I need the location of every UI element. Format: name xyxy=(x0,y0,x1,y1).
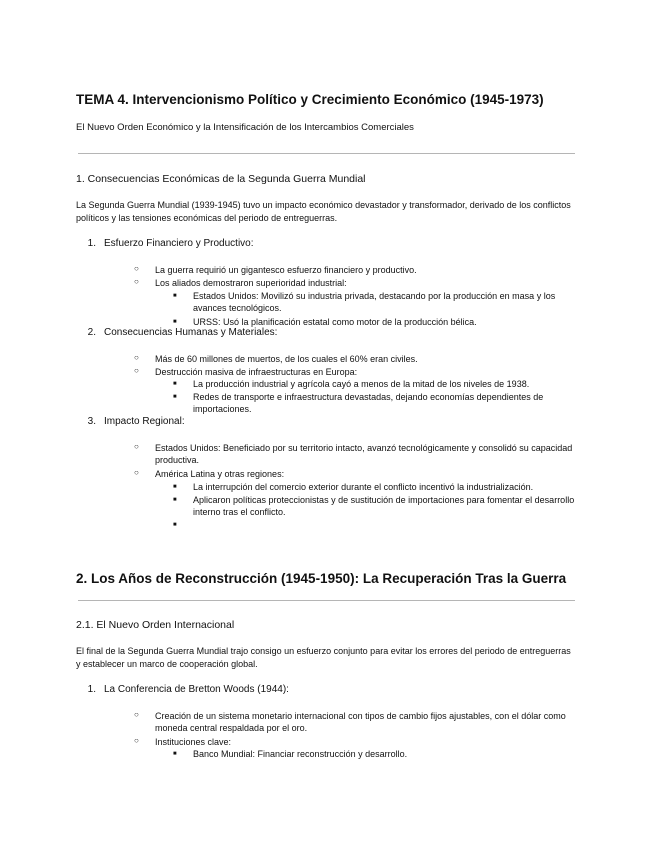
item-number: 3. xyxy=(87,416,96,427)
hollow-bullet-icon: ○ xyxy=(134,710,139,719)
item-label: Esfuerzo Financiero y Productivo: xyxy=(104,238,254,249)
horizontal-rule xyxy=(78,153,575,154)
document-subtitle: El Nuevo Orden Económico y la Intensificación de los Intercambios Comerciales xyxy=(76,122,414,133)
list-item: Estados Unidos: Movilizó su industria privada, destacando por la producción en masa y los avances tecnológicos. xyxy=(193,291,556,313)
horizontal-rule xyxy=(78,600,575,601)
section-1-heading: 1. Consecuencias Económicas de la Segunda Guerra Mundial xyxy=(76,173,366,185)
item-number: 2. xyxy=(87,327,96,338)
square-bullet-icon: ■ xyxy=(173,751,177,757)
item-label: Impacto Regional: xyxy=(104,416,185,427)
section-2-heading: 2. Los Años de Reconstrucción (1945-1950): La Recuperación Tras la Guerra xyxy=(76,571,567,586)
hollow-bullet-icon: ○ xyxy=(134,736,139,745)
hollow-bullet-icon: ○ xyxy=(134,366,139,375)
list-item: Aplicaron políticas proteccionistas y de sustitución de importaciones para fomentar el desarrollo interno tras el conflicto. xyxy=(193,495,575,517)
item-label: Consecuencias Humanas y Materiales: xyxy=(104,327,278,338)
list-item: La interrupción del comercio exterior durante el conflicto incentivó la industrialización. xyxy=(193,482,534,492)
hollow-bullet-icon: ○ xyxy=(134,264,139,273)
list-item: Los aliados demostraron superioridad industrial: xyxy=(155,278,347,288)
list-item: La guerra requirió un gigantesco esfuerzo financiero y productivo. xyxy=(155,265,417,275)
square-bullet-icon: ■ xyxy=(173,484,177,490)
square-bullet-icon: ■ xyxy=(173,522,177,528)
list-item: América Latina y otras regiones: xyxy=(155,469,285,479)
list-item: Más de 60 millones de muertos, de los cuales el 60% eran civiles. xyxy=(155,354,418,364)
square-bullet-icon: ■ xyxy=(173,293,177,299)
list-item: Banco Mundial: Financiar reconstrucción y desarrollo. xyxy=(193,749,408,759)
list-item: Redes de transporte e infraestructura devastadas, dejando economías dependientes de importaciones. xyxy=(193,392,544,414)
item-label: La Conferencia de Bretton Woods (1944): xyxy=(104,684,289,695)
section-1-intro: La Segunda Guerra Mundial (1939-1945) tuvo un impacto económico devastador y transformador, derivado de los conflictos políticos y las tensiones económicas del periodo de entreguerras. xyxy=(76,200,571,223)
section-2-intro: El final de la Segunda Guerra Mundial trajo consigo un esfuerzo conjunto para evitar los errores del periodo de entreguerras y establecer un marco de cooperación global. xyxy=(76,646,571,669)
list-item: URSS: Usó la planificación estatal como motor de la producción bélica. xyxy=(193,317,477,327)
document-title: TEMA 4. Intervencionismo Político y Crecimiento Económico (1945-1973) xyxy=(76,92,544,107)
list-item: Destrucción masiva de infraestructuras en Europa: xyxy=(155,367,358,377)
list-item: La producción industrial y agrícola cayó a menos de la mitad de los niveles de 1938. xyxy=(193,379,530,389)
item-number: 1. xyxy=(87,238,96,249)
hollow-bullet-icon: ○ xyxy=(134,277,139,286)
square-bullet-icon: ■ xyxy=(173,394,177,400)
item-number: 1. xyxy=(87,684,96,695)
hollow-bullet-icon: ○ xyxy=(134,442,139,451)
list-item: Creación de un sistema monetario internacional con tipos de cambio fijos ajustables, con el dólar como moneda central respaldada por el oro. xyxy=(155,711,566,733)
list-item: Instituciones clave: xyxy=(155,737,232,747)
square-bullet-icon: ■ xyxy=(173,381,177,387)
hollow-bullet-icon: ○ xyxy=(134,353,139,362)
section-2-subheading: 2.1. El Nuevo Orden Internacional xyxy=(76,619,235,631)
list-item: Estados Unidos: Beneficiado por su territorio intacto, avanzó tecnológicamente y consolidó su capacidad productiva. xyxy=(155,443,573,465)
square-bullet-icon: ■ xyxy=(173,319,177,325)
square-bullet-icon: ■ xyxy=(173,497,177,503)
hollow-bullet-icon: ○ xyxy=(134,468,139,477)
